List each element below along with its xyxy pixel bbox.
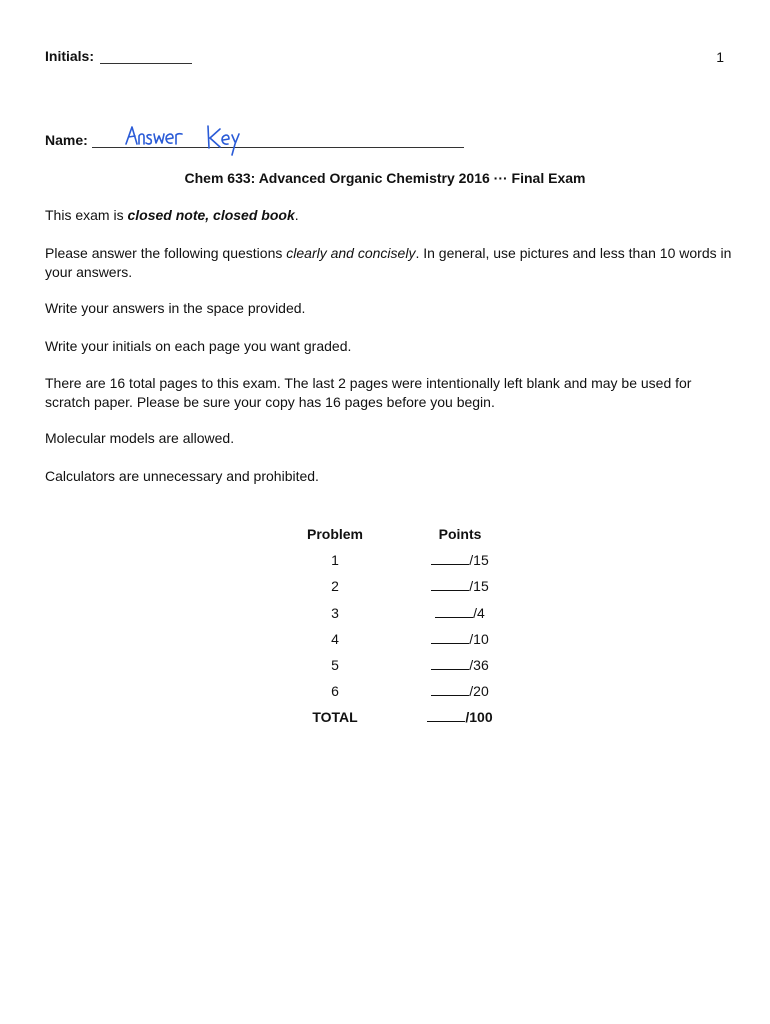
initials-blank-line[interactable]: [100, 49, 192, 64]
exam-title: Chem 633: Advanced Organic Chemistry 2016 ··· Final Exam: [184, 170, 586, 186]
instruction-emphasis: clearly and concisely: [286, 245, 416, 261]
initials-field: [45, 48, 192, 64]
table-row: [296, 600, 516, 626]
instruction-page-count: There are 16 total pages to this exam. The last 2 pages were intentionally left blank and may be used for scratch paper. Please be sure your copy has 16 pages before you begin.: [45, 375, 692, 410]
instruction-text: . In general, use pictures and less than 10 words in your answers.: [45, 245, 732, 280]
name-label: Name:: [45, 132, 88, 148]
points-max: /4: [473, 604, 485, 621]
instruction-models: Molecular models are allowed.: [45, 430, 235, 446]
problem-number: 2: [331, 578, 339, 595]
problem-column-header: Problem: [306, 526, 363, 543]
score-table: [296, 521, 516, 731]
instruction-emphasis: closed note, closed book: [127, 207, 295, 223]
score-blank[interactable]: [431, 552, 469, 565]
instruction-answer-space: Write your answers in the space provided.: [45, 300, 306, 316]
instruction-initials: Write your initials on each page you want graded.: [45, 338, 352, 354]
instruction-answer-style: [45, 244, 735, 282]
points-cell: [374, 652, 516, 678]
points-max: /15: [469, 552, 489, 569]
total-row: [296, 704, 516, 730]
total-points-max: /100: [465, 709, 493, 726]
problem-number: 6: [331, 683, 339, 700]
problem-number: 1: [331, 552, 339, 569]
points-cell: [374, 573, 516, 599]
score-blank[interactable]: [435, 605, 473, 618]
table-row: [296, 547, 516, 573]
table-header-row: [296, 521, 516, 547]
table-row: [296, 652, 516, 678]
points-cell: [374, 678, 516, 704]
points-max: /15: [469, 578, 489, 595]
instruction-text: Please answer the following questions: [45, 245, 287, 261]
points-cell: [374, 626, 516, 652]
problem-number: 3: [331, 604, 339, 621]
total-label: TOTAL: [312, 709, 358, 726]
instruction-calculators: Calculators are unnecessary and prohibited.: [45, 468, 319, 484]
score-blank[interactable]: [431, 657, 469, 670]
instruction-closed-book: [45, 206, 735, 225]
name-field: [45, 132, 464, 148]
points-max: /20: [469, 683, 489, 700]
table-row: [296, 678, 516, 704]
table-row: [296, 573, 516, 599]
score-blank[interactable]: [431, 631, 469, 644]
points-cell: [374, 600, 516, 626]
problem-number: 5: [331, 657, 339, 674]
instruction-text: This exam is: [45, 207, 128, 223]
score-blank[interactable]: [431, 683, 469, 696]
initials-label: Initials:: [45, 48, 95, 64]
instruction-text: .: [294, 207, 299, 223]
points-column-header: Points: [438, 526, 482, 543]
handwritten-answer-key-signature: [124, 124, 244, 160]
points-max: /36: [469, 657, 489, 674]
table-row: [296, 626, 516, 652]
total-score-blank[interactable]: [427, 709, 465, 722]
points-cell: [374, 547, 516, 573]
points-max: /10: [469, 630, 489, 647]
problem-number: 4: [331, 630, 339, 647]
score-blank[interactable]: [431, 578, 469, 591]
page-number: 1: [716, 49, 724, 65]
total-points-cell: [374, 704, 516, 730]
